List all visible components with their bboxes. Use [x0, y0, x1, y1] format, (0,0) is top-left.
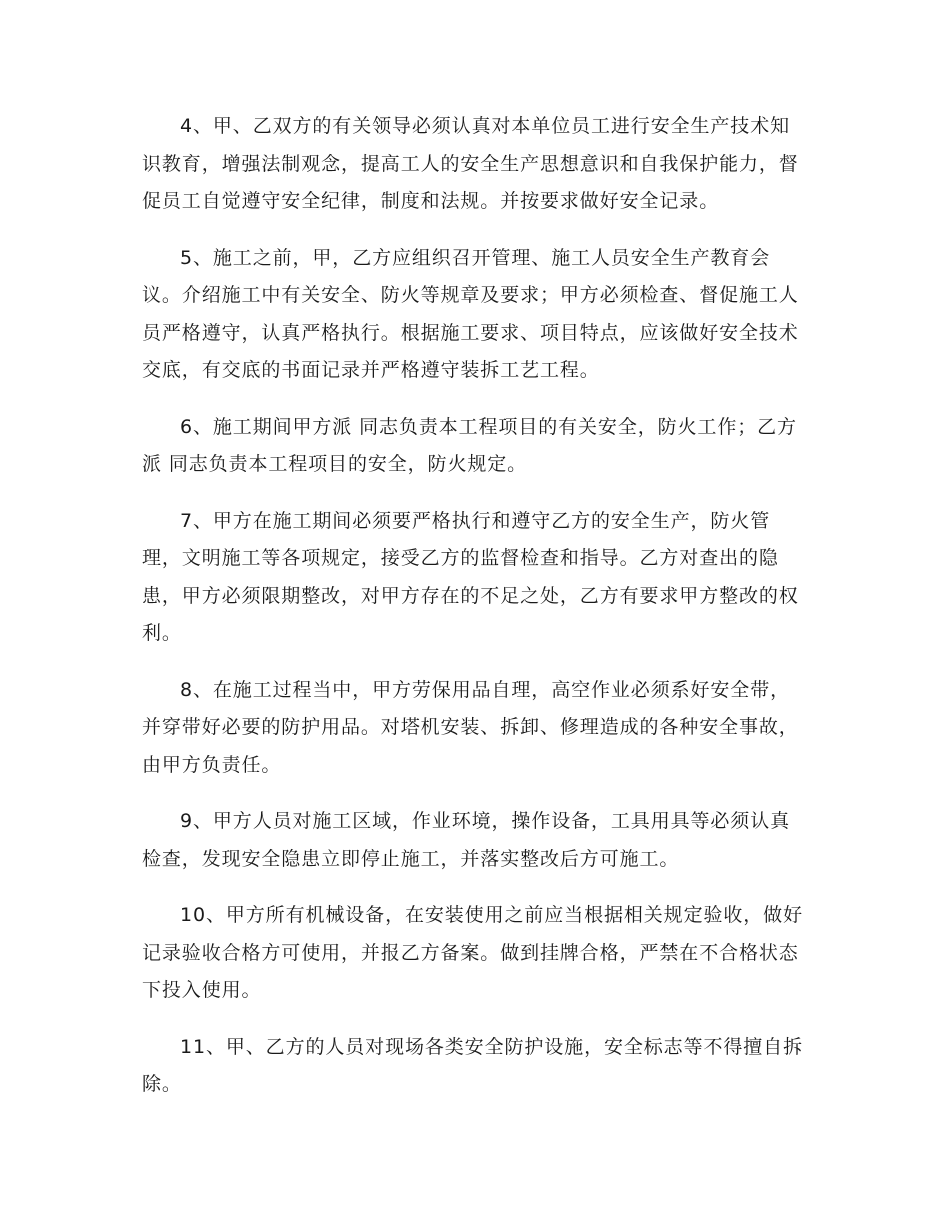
clause-6-paragraph: 6、施工期间甲方派 同志负责本工程项目的有关安全，防火工作；乙方派 同志负责本工程项目的安全，防火规定。 [142, 415, 797, 475]
clause-7-paragraph: 7、甲方在施工期间必须要严格执行和遵守乙方的安全生产，防火管理，文明施工等各项规定，接受乙方的监督检查和指导。乙方对查出的隐患，甲方必须限期整改，对甲方存在的不足之处，乙方有要求甲方整改的权利。 [142, 509, 799, 644]
clause-4-paragraph: 4、甲、乙双方的有关领导必须认真对本单位员工进行安全生产技术知识教育，增强法制观念，提高工人的安全生产思想意识和自我保护能力，督促员工自觉遵守安全纪律，制度和法规。并按要求做好安全记录。 [142, 115, 799, 212]
document-body [142, 108, 808, 1123]
clause-5-paragraph: 5、施工之前，甲，乙方应组织召开管理、施工人员安全生产教育会议。介绍施工中有关安全、防火等规章及要求；甲方必须检查、督促施工人员严格遵守，认真严格执行。根据施工要求、项目特点，应该做好安全技术交底，有交底的书面记录并严格遵守装拆工艺工程。 [142, 246, 799, 381]
clause-9-paragraph: 9、甲方人员对施工区域，作业环境，操作设备，工具用具等必须认真检查，发现安全隐患立即停止施工，并落实整改后方可施工。 [142, 810, 790, 870]
clause-11-paragraph: 11、甲、乙方的人员对现场各类安全防护设施，安全标志等不得擅自拆除。 [142, 1035, 803, 1095]
clause-10-paragraph: 10、甲方所有机械设备，在安装使用之前应当根据相关规定验收，做好记录验收合格方可使用，并报乙方备案。做到挂牌合格，严禁在不合格状态下投入使用。 [142, 904, 803, 1001]
clause-8-paragraph: 8、在施工过程当中，甲方劳保用品自理，高空作业必须系好安全带，并穿带好必要的防护用品。对塔机安装、拆卸、修理造成的各种安全事故，由甲方负责任。 [142, 678, 799, 776]
